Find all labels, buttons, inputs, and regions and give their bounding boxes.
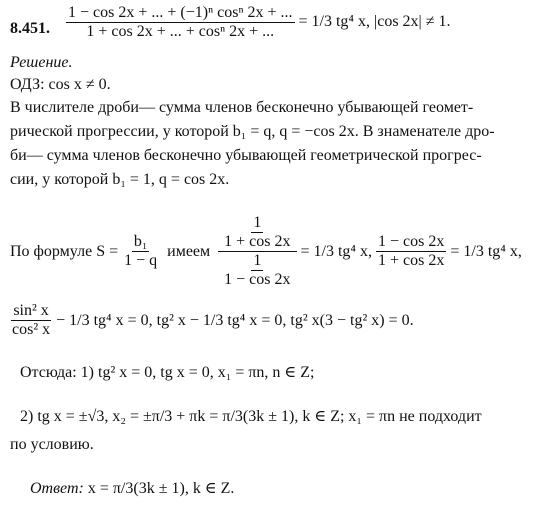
cos-den: cos² x [12,321,51,338]
formula-f2-num: 1 − cos 2x [378,233,445,250]
problem-fraction [66,4,295,41]
big-fraction [218,214,296,289]
formula-s-fraction [122,233,159,270]
formula-eq2: = 1/3 tg⁴ x, [450,242,522,260]
problem-equation [66,4,451,41]
formula-f2 [376,233,446,270]
sin-cos-fraction [10,302,52,339]
problem-number: 8.451. [10,20,50,37]
problem-denominator: 1 + cos 2x + ... + cosⁿ 2x + ... [86,23,275,40]
answer-line [30,478,234,498]
solution-paragraph [10,96,532,192]
big-top-num: 1 [253,214,262,231]
paragraph-line: сии, у которой b₁ = 1, q = cos 2x. [10,171,230,188]
formula-prefix: По формуле S = [10,242,119,260]
solution-heading: Решение. [10,54,73,71]
answer-value: x = π/3(3k ± 1), k ∈ Z. [87,480,235,497]
big-fraction-top [218,214,296,252]
paragraph-line: В числителе дроби— сумма членов бесконечно убывающей геомет- [10,99,474,116]
paragraph-line: би— сумма членов бесконечно убывающей геометрической прогрес- [10,147,482,164]
big-top-fraction [222,214,292,251]
formula-line [10,214,522,289]
case2-tail: по условию. [10,436,94,453]
formula-s-num: b₁ [133,233,148,250]
hence-line: Отсюда: 1) tg² x = 0, tg x = 0, x₁ = πn, n ∈ Z; [20,364,315,381]
odz-line: ОДЗ: cos x ≠ 0. [10,76,111,93]
sin-line [10,302,414,339]
big-fraction-bottom [218,252,296,289]
paragraph-line: рической прогрессии, у которой b₁ = q, q = −cos 2x. В знаменателе дро- [10,123,495,140]
case2-line: 2) tg x = ±√3, x₂ = ±π/3 + πk = π/3(3k ± 1), k ∈ Z; x₁ = πn не подходит [20,408,482,425]
answer-label: Ответ: [30,480,84,497]
formula-f2-den: 1 + cos 2x [378,252,445,269]
big-bot-num: 1 [253,252,262,269]
formula-s-den: 1 − q [124,252,158,269]
sin-line-rest: − 1/3 tg⁴ x = 0, tg² x − 1/3 tg⁴ x = 0, tg² x(3 − tg² x) = 0. [56,311,414,329]
problem-rhs: = 1/3 tg⁴ x, |cos 2x| ≠ 1. [298,13,451,31]
big-bot-den: 1 − cos 2x [224,271,291,288]
formula-middle: имеем [167,242,211,260]
big-top-den: 1 + cos 2x [224,233,291,250]
sin-num: sin² x [13,302,49,319]
problem-numerator: 1 − cos 2x + ... + (−1)ⁿ cosⁿ 2x + ... [68,4,293,21]
big-bottom-fraction [222,252,292,289]
formula-eq1: = 1/3 tg⁴ x, [300,242,373,260]
